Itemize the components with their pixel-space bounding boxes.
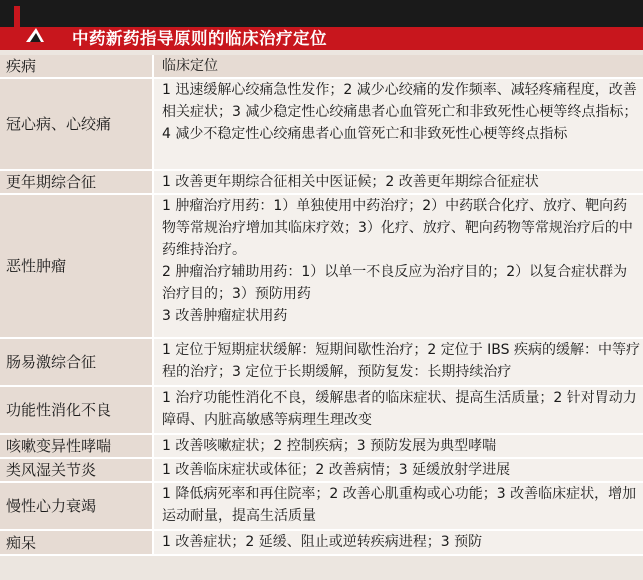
table-row: [0, 459, 643, 483]
clinical-position-text: 1 改善症状；2 延缓、阻止或逆转疾病进程；3 预防: [162, 534, 483, 550]
disease-cell: 类风湿关节炎: [0, 459, 152, 481]
clinical-position-cell: [152, 483, 643, 529]
disease-cell: 慢性心力衰竭: [0, 483, 152, 529]
clinical-position-text: 1 改善更年期综合征相关中医证候；2 改善更年期综合征症状: [162, 174, 539, 190]
table-row: [0, 531, 643, 556]
disease-cell: 痴呆: [0, 531, 152, 554]
header-title: 中药新药指导原则的临床治疗定位: [72, 29, 327, 48]
clinical-position-text: 1 迅速缓解心绞痛急性发作；2 减少心绞痛的发作频率、减轻疼痛程度，改善相关症状；3 减少稳定性心绞痛患者心血管死亡和非致死性心梗等终点指标；4 减少不稳定性心绞痛患者心血管死亡和非致死性心梗等终点指标: [162, 82, 638, 142]
column-header-disease: 疾病: [0, 55, 152, 77]
clinical-position-text: 1 治疗功能性消化不良，缓解患者的临床症状、提高生活质量；2 针对胃动力障碍、内脏高敏感等病理生理改变: [162, 390, 637, 428]
clinical-position-text: 3 改善肿瘤症状用药: [162, 308, 288, 324]
clinical-position-cell: [152, 387, 643, 433]
positioning-table: [0, 55, 643, 556]
clinical-position-cell: [152, 531, 643, 554]
clinical-position-cell: [152, 171, 643, 193]
disease-cell: 更年期综合征: [0, 171, 152, 193]
disease-cell: 冠心病、心绞痛: [0, 79, 152, 169]
clinical-position-text: 1 改善临床症状或体征；2 改善病情；3 延缓放射学进展: [162, 462, 511, 478]
table-row: [0, 387, 643, 435]
clinical-position-cell: [152, 79, 643, 169]
clinical-position-text: 1 改善咳嗽症状；2 控制疾病；3 预防发展为典型哮喘: [162, 438, 497, 454]
column-header-position: 临床定位: [152, 55, 643, 77]
header-banner: [0, 0, 643, 50]
header-black-bar: [0, 0, 643, 27]
disease-cell: 恶性肿瘤: [0, 195, 152, 337]
clinical-position-cell: [152, 195, 643, 337]
disease-cell: 功能性消化不良: [0, 387, 152, 433]
table-row: [0, 171, 643, 195]
disease-cell: 肠易激综合征: [0, 339, 152, 385]
logo-icon: [4, 4, 48, 48]
table-row: [0, 483, 643, 531]
clinical-position-cell: [152, 459, 643, 481]
table-header-row: [0, 55, 643, 79]
clinical-position-cell: [152, 339, 643, 385]
table-row: [0, 79, 643, 171]
clinical-position-text: 1 降低病死率和再住院率；2 改善心肌重构或心功能；3 改善临床症状，增加运动耐量，提高生活质量: [162, 486, 637, 524]
disease-cell: 咳嗽变异性哮喘: [0, 435, 152, 457]
table-row: [0, 195, 643, 339]
clinical-position-text: 1 肿瘤治疗用药：1）单独使用中药治疗；2）中药联合化疗、放疗、靶向药物等常规治疗增加其临床疗效；3）化疗、放疗、靶向药物等常规治疗后的中药维持治疗。: [162, 198, 633, 258]
table-row: [0, 435, 643, 459]
clinical-position-text: 2 肿瘤治疗辅助用药：1）以单一不良反应为治疗目的；2）以复合症状群为治疗目的；3）预防用药: [162, 264, 628, 302]
clinical-position-cell: [152, 435, 643, 457]
clinical-position-text: 1 定位于短期症状缓解：短期间歇性治疗；2 定位于 IBS 疾病的缓解：中等疗程的治疗；3 定位于长期缓解，预防复发：长期持续治疗: [162, 342, 640, 380]
table-row: [0, 339, 643, 387]
